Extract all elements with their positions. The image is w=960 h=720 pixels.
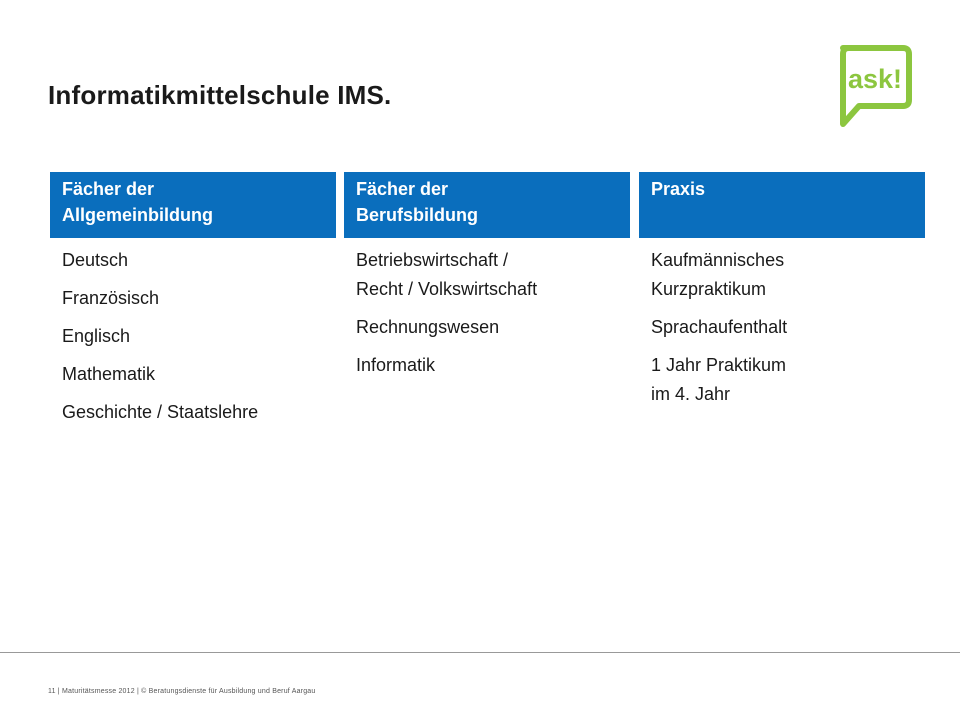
list-item: 1 Jahr Praktikum im 4. Jahr — [651, 355, 787, 404]
column-berufsbildung — [344, 172, 630, 389]
column-header-label: Fächer der Berufsbildung — [356, 179, 478, 225]
list-item: Mathematik — [62, 364, 156, 384]
subject-list — [639, 238, 925, 409]
column-header — [639, 172, 925, 238]
footer-divider — [0, 652, 960, 653]
column-header — [50, 172, 336, 238]
slide-title: Informatikmittelschule IMS. — [48, 80, 392, 110]
list-item: Deutsch — [62, 250, 129, 270]
subject-list — [344, 238, 630, 380]
list-item: Sprachaufenthalt — [651, 317, 788, 337]
list-item: Geschichte / Staatslehre — [62, 402, 259, 422]
column-header-label: Praxis — [651, 179, 706, 199]
list-item: Rechnungswesen — [356, 317, 500, 337]
list-item: Betriebswirtschaft / Recht / Volkswirtschaft — [356, 250, 538, 299]
column-header — [344, 172, 630, 238]
footer-text: 11 | Maturitätsmesse 2012 | © Beratungsdienste für Ausbildung und Beruf Aargau — [48, 688, 316, 695]
logo-text: ask! — [847, 64, 903, 94]
list-item: Kaufmännisches Kurzpraktikum — [651, 250, 785, 299]
list-item: Französisch — [62, 288, 160, 308]
column-praxis — [639, 172, 925, 418]
list-item: Englisch — [62, 326, 131, 346]
list-item: Informatik — [356, 355, 436, 375]
column-header-label: Fächer der Allgemeinbildung — [62, 179, 213, 225]
column-allgemeinbildung — [50, 172, 336, 436]
subject-list — [50, 238, 336, 427]
ask-logo-icon — [833, 44, 913, 130]
